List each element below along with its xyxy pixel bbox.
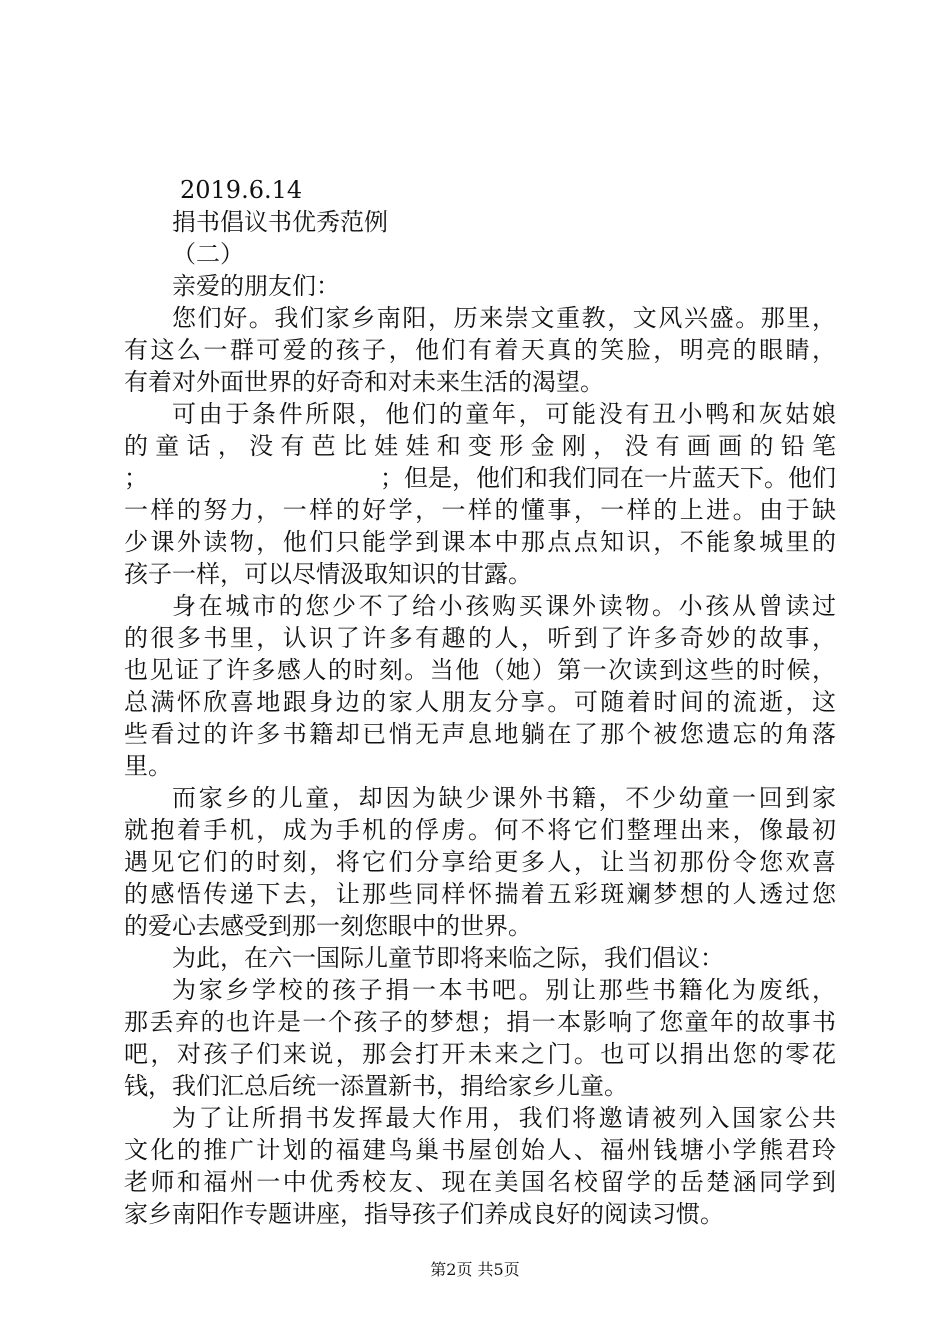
paragraph-line: 为家乡学校的孩子捐一本书吧。别让那些书籍化为废纸，	[172, 976, 836, 1004]
paragraph-line: 可由于条件所限，他们的童年，可能没有丑小鸭和灰姑娘	[172, 400, 836, 428]
paragraph-line: 您们好。我们家乡南阳，历来崇文重教，文风兴盛。那里，	[172, 304, 836, 332]
paragraph-line: 的很多书里，认识了许多有趣的人，听到了许多奇妙的故事，	[124, 624, 836, 652]
paragraph-line: 的爱心去感受到那一刻您眼中的世界。	[124, 912, 532, 940]
paragraph-line: 也见证了许多感人的时刻。当他（她）第一次读到这些的时候，	[124, 656, 836, 684]
paragraph-line: 里。	[124, 752, 172, 780]
paragraph-line: 而家乡的儿童，却因为缺少课外书籍，不少幼童一回到家	[172, 784, 836, 812]
paragraph-line-split	[124, 462, 836, 494]
page-footer: 第2页 共5页	[430, 1260, 520, 1279]
paragraph-line: 总满怀欣喜地跟身边的家人朋友分享。可随着时间的流逝，这	[124, 688, 836, 716]
paragraph-fragment: ；但是，他们和我们同在一片蓝天下。他们	[380, 464, 836, 492]
document-title: 捐书倡议书优秀范例	[172, 208, 388, 236]
paragraph-line: 老师和福州一中优秀校友、现在美国名校留学的岳楚涵同学到	[124, 1168, 836, 1196]
document-date: 2019.6.14	[180, 176, 303, 204]
paragraph-line: 一样的努力，一样的好学，一样的懂事，一样的上进。由于缺	[124, 496, 836, 524]
paragraph-line: 文化的推广计划的福建鸟巢书屋创始人、福州钱塘小学熊君玲	[124, 1136, 836, 1164]
paragraph-line: 为此，在六一国际儿童节即将来临之际，我们倡议：	[172, 944, 724, 972]
document-section: （二）	[172, 240, 244, 268]
paragraph-line: 吧，对孩子们来说，那会打开未来之门。也可以捐出您的零花	[124, 1040, 836, 1068]
document-body	[124, 174, 836, 1230]
paragraph-line: 有这么一群可爱的孩子，他们有着天真的笑脸，明亮的眼睛，	[124, 336, 836, 364]
paragraph-line: 就抱着手机，成为手机的俘虏。何不将它们整理出来，像最初	[124, 816, 836, 844]
paragraph-line: 孩子一样，可以尽情汲取知识的甘露。	[124, 560, 532, 588]
paragraph-line: 遇见它们的时刻，将它们分享给更多人，让当初那份令您欢喜	[124, 848, 836, 876]
paragraph-line: 身在城市的您少不了给小孩购买课外读物。小孩从曾读过	[172, 592, 836, 620]
paragraph-line: 的感悟传递下去，让那些同样怀揣着五彩斑斓梦想的人透过您	[124, 880, 836, 908]
paragraph-fragment: ；	[124, 464, 148, 492]
paragraph-line: 的童话，没有芭比娃娃和变形金刚，没有画画的铅笔	[124, 432, 836, 460]
paragraph-line: 些看过的许多书籍却已悄无声息地躺在了那个被您遗忘的角落	[124, 720, 836, 748]
paragraph-line: 少课外读物，他们只能学到课本中那点点知识，不能象城里的	[124, 528, 836, 556]
paragraph-line: 那丢弃的也许是一个孩子的梦想；捐一本影响了您童年的故事书	[124, 1008, 836, 1036]
paragraph-line: 为了让所捐书发挥最大作用，我们将邀请被列入国家公共	[172, 1104, 836, 1132]
paragraph-line: 有着对外面世界的好奇和对未来生活的渴望。	[124, 368, 604, 396]
paragraph-line: 家乡南阳作专题讲座，指导孩子们养成良好的阅读习惯。	[124, 1200, 724, 1228]
paragraph-line: 钱，我们汇总后统一添置新书，捐给家乡儿童。	[124, 1072, 628, 1100]
greeting: 亲爱的朋友们：	[172, 272, 340, 300]
